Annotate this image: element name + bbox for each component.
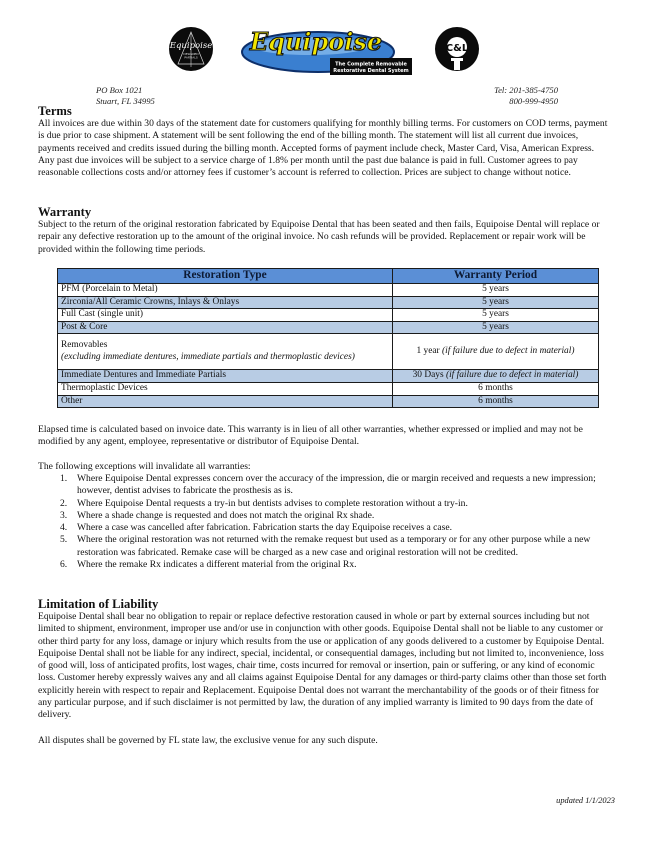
warranty-period-cell: 5 years [393,321,599,334]
updated-date: updated 1/1/2023 [556,796,615,805]
column-header-warranty-period: Warranty Period [393,269,599,284]
table-header-row [58,269,599,284]
list-item: 2. Where Equipoise Dental requests a try-in but dentists advises to complete restoration without a try-in. [60,497,468,509]
list-item: 4. Where a case was cancelled after fabrication. Fabrication starts the day Equipoise receives a case. [60,522,453,534]
restoration-type-label: Removables [61,340,108,351]
warranty-period-cell: 6 months [393,395,599,408]
liability-heading: Limitation of Liability [38,597,159,611]
list-item: 6. Where the remake Rx indicates a different material from the original Rx. [60,559,357,571]
warranty-period-note: (if failure due to defect in material) [442,346,575,357]
warranty-period-cell [393,334,599,370]
list-item: 5. Where the original restoration was not returned with the remake request but used as a temporary or for any other purpose while a new restoration was fabricated. Remake case will be charged as a new case and original restoration will not be credited. [60,534,591,558]
svg-text:Restorative Dental System: Restorative Dental System [333,68,409,74]
warranty-period-cell: 5 years [393,284,599,297]
warranty-period-cell [393,370,599,383]
svg-text:Equipoise: Equipoise [169,41,213,51]
list-item: 3. Where a shade change is requested and does not match the original Rx shade. [60,509,375,521]
restoration-type-cell: Post & Core [58,321,393,334]
restoration-type-cell: Full Cast (single unit) [58,309,393,322]
restoration-type-cell: Immediate Dentures and Immediate Partials [58,370,393,383]
warranty-period-cell: 5 years [393,309,599,322]
warranty-intro: Subject to the return of the original restoration fabricated by Equipoise Dental that has been seated and then fails, Equipoise Dental will replace or repair any defective restoration up to the amount of the original invoice. No cash refunds will be provided. Replacement or repair work will be provided within the following time periods. [38,219,600,255]
table-row [58,321,599,334]
warranty-period-value: 30 Days [412,370,446,381]
exceptions-list [60,473,608,571]
terms-heading: Terms [38,104,72,118]
elapsed-time-note: Elapsed time is calculated based on invoice date. This warranty is in lieu of all other warranties, whether expressed or implied and may not be modified by any agent, employee, representative or distributor of Equipoise Dental. [38,424,583,448]
svg-text:DESIGNED: DESIGNED [183,52,199,56]
mailing-address [96,85,155,107]
logo-header [0,24,653,80]
table-row [58,309,599,322]
exceptions-intro: The following exceptions will invalidate all warranties: [38,461,251,472]
svg-text:C&L: C&L [445,43,469,54]
warranty-period-cell: 6 months [393,382,599,395]
warranty-heading: Warranty [38,205,92,219]
equipoise-designed-partials-logo [169,27,213,71]
phone-line-2: 800-999-4950 [509,96,558,106]
warranty-table [57,268,599,408]
restoration-type-note: (excluding immediate dentures, immediate partials and thermoplastic devices) [61,351,355,362]
list-item: 1. Where Equipoise Dental expresses concern over the accuracy of the impression, die or margin received and requests a new impression; however, dentist advises to fabricate the prosthesis as is. [60,473,596,497]
table-row [58,334,599,370]
svg-text:Equipoise: Equipoise [249,27,383,56]
c-and-l-attachment-logo [435,27,479,71]
svg-text:The Complete Removable: The Complete Removable [335,61,407,68]
warranty-period-note: (if failure due to defect in material) [445,370,579,381]
table-row [58,284,599,297]
column-header-restoration-type: Restoration Type [58,269,393,284]
restoration-type-cell [58,334,393,370]
table-row [58,370,599,383]
table-row [58,382,599,395]
disputes-note: All disputes shall be governed by FL state law, the exclusive venue for any such dispute. [38,735,378,746]
table-row [58,296,599,309]
restoration-type-cell: Thermoplastic Devices [58,382,393,395]
restoration-type-cell: PFM (Porcelain to Metal) [58,284,393,297]
restoration-type-cell: Zirconia/All Ceramic Crowns, Inlays & Onlays [58,296,393,309]
restoration-type-cell: Other [58,395,393,408]
equipoise-banner-logo [238,24,414,76]
liability-body: Equipoise Dental shall bear no obligation to repair or replace defective restoration caused in whole or part by external sources including but not limited to shipment, environment, improper use and/or use in conjunction with other goods. Equipoise Dental shall not be liable to any customer or other third party for any loss, damage or injury which results from the use or application of any goods delivered to a customer by Equipoise Dental. Equipoise Dental shall not be liable for any indirect, special, incidental, or consequential damages, including but not limited to, inconvenience, loss of good will, loss of anticipated profits, lost wages, chair time, costs incurred for removal or insertion, pain or suffering, or any kind of economic loss. Customer hereby expressly waives any and all claims against Equipoise Dental for any damages or third-party claims other than those set forth explicitly herein with respect to repair and Replacement. Equipoise Dental does not warrant the merchantability of the goods or of their fitness for any particular purpose, and if such disclaimer is not permitted by law, the duration of any implied warranty is limited to 90 days from the date of delivery. [38,611,607,721]
warranty-period-value: 1 year [416,346,443,357]
phone-numbers [420,85,558,107]
terms-body: All invoices are due within 30 days of the statement date for customers qualifying for monthly billing terms. For customers on COD terms, payment is due prior to case shipment. A statement will be sent following the end of the billing month. The statement will list all current due invoices, payments received and credits issued during the billing month. Accepted forms of payment include check, Master Card, Visa, American Express. Any past due invoices will be subject to a service charge of 1.8% per month until the past due balance is paid in full. Customer agrees to pay reasonable collections costs and/or attorney fees if customer’s account is referred to collection. Prices are subject to change without notice. [38,118,608,179]
phone-line-1: Tel: 201-385-4750 [494,85,558,95]
warranty-period-cell: 5 years [393,296,599,309]
table-row [58,395,599,408]
address-line-1: PO Box 1021 [96,85,143,95]
svg-text:PARTIALS: PARTIALS [184,55,198,60]
address-line-2: Stuart, FL 34995 [96,96,155,106]
